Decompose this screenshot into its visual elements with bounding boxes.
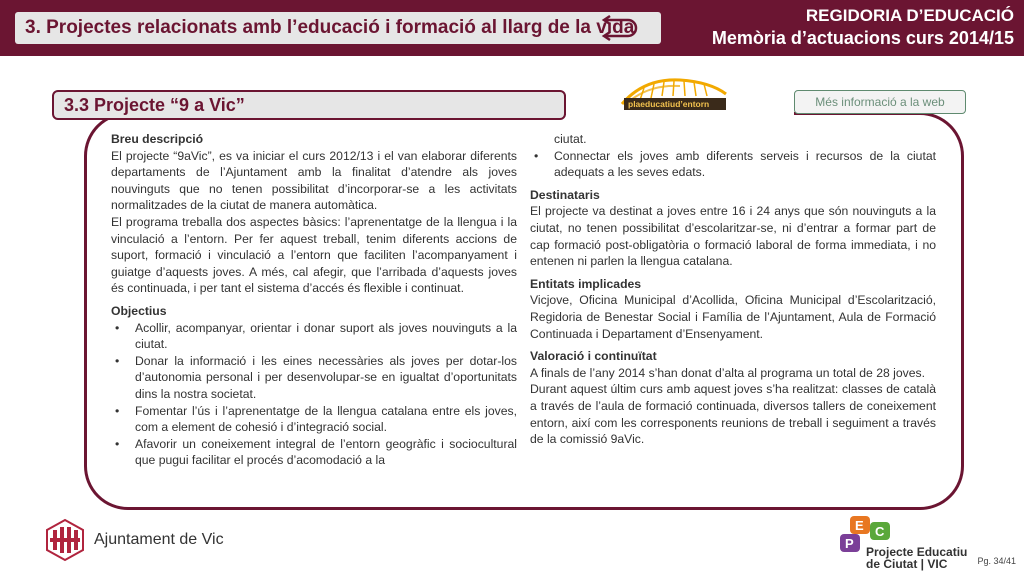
header-band bbox=[0, 0, 1024, 56]
objectius-list bbox=[111, 320, 517, 469]
objectiu-item: • Connectar els joves amb diferents serveis i recursos de la ciutat adequats a les seves edats. bbox=[530, 148, 936, 181]
objectiu-item: • Fomentar l’ús i l’aprenentatge de la llengua catalana entre els joves, com a element de cohesió i d’integració social. bbox=[111, 403, 517, 436]
ajuntament-vic-logo bbox=[44, 516, 244, 564]
ajuntament-name: Ajuntament de Vic bbox=[94, 531, 224, 548]
entitats-text: Vicjove, Oficina Municipal d’Acollida, Oficina Municipal d’Escolarització, Regidoria de Benestar Social i Família de l’Ajuntament, Aula de Formació Continuada i Departament d’Ensenyament. bbox=[530, 293, 936, 341]
vic-shield-icon bbox=[44, 518, 86, 562]
pec-line1: Projecte Educatiu bbox=[866, 545, 968, 559]
return-arrow-icon[interactable] bbox=[596, 14, 644, 42]
pec-letter-c: C bbox=[875, 524, 885, 539]
pec-line2: de Ciutat | VIC bbox=[866, 557, 948, 571]
objectiu-item: • Afavorir un coneixement integral de l’entorn geogràfic i sociocultural que pugui facilitar el procés d’acomodació a la bbox=[111, 436, 517, 469]
web-link-button[interactable]: Més informació a la web bbox=[794, 90, 966, 114]
objectius-list-cont bbox=[530, 148, 936, 181]
pla-educatiu-logo bbox=[614, 74, 730, 118]
entitats-heading: Entitats implicades bbox=[530, 276, 642, 291]
pec-letter-p: P bbox=[845, 536, 854, 551]
breu-paragraph-2: El programa treballa dos aspectes bàsics: l’aprenentatge de la llengua i la vinculació a l’entorn. Per fer aquest treball, tenim diferents accions de suport, formació i vinculació a l’entorn que faciliten l’acompanyament i guiatge d’aquests joves. A més, cal afegir, que l’arribada d’aquests joves és continuada, i per tant el sistema d’accés és flexible i continuat. bbox=[111, 214, 517, 296]
objectiu-continuation: ciutat. bbox=[554, 132, 587, 146]
valoracio-paragraph-1: A finals de l’any 2014 s’han donat d’alta al programa un total de 28 joves. bbox=[530, 365, 926, 380]
pla-logo-text: plaeducatiud’entorn bbox=[628, 99, 710, 109]
page-title-text: 3. Projectes relacionats amb l’educació i formació al llarg de la vida bbox=[25, 17, 635, 38]
valoracio-paragraph-2: Durant aquest últim curs amb aquest joves s’ha realitzat: classes de català a través de l’aula de formació continuada, diversos tallers de coneixement entorn, així com les corresponents reunions de treball i seguiment a través de la comissió 9aVic. bbox=[530, 382, 936, 447]
objectius-heading: Objectius bbox=[111, 303, 167, 318]
section-title-text: 3.3 Projecte “9 a Vic” bbox=[64, 94, 245, 115]
regidoria-heading bbox=[712, 5, 1014, 49]
page-number: Pg. 34/41 bbox=[977, 556, 1016, 566]
page-title bbox=[15, 12, 661, 44]
breu-paragraph-1: El projecte “9aVic”, es va iniciar el curs 2012/13 i el van elaborar diferents departaments de l’Ajuntament amb la finalitat d’atendre als joves nouvinguts que no tenen possibilitat d’incorporar-se a les activitats normalitzades de la ciutat de manera automàtica. bbox=[111, 148, 517, 213]
section-title bbox=[52, 90, 566, 120]
left-column bbox=[111, 131, 517, 469]
regidoria-line2: Memòria d’actuacions curs 2014/15 bbox=[711, 28, 1014, 48]
regidoria-line1: REGIDORIA D’EDUCACIÓ bbox=[805, 6, 1014, 25]
destinataris-heading: Destinataris bbox=[530, 187, 600, 202]
valoracio-heading: Valoració i continuïtat bbox=[530, 349, 657, 364]
pec-name bbox=[866, 546, 967, 570]
objectiu-item: • Donar la informació i les eines necessàries als joves per dotar-los d’autonomia personal i per desenvolupar-se en igualtat d’oportunitats dins la nostra societat. bbox=[111, 353, 517, 403]
right-column bbox=[530, 131, 936, 448]
breu-heading: Breu descripció bbox=[111, 132, 204, 146]
objectiu-item: • Acollir, acompanyar, orientar i donar suport als joves nouvinguts a la ciutat. bbox=[111, 320, 517, 353]
pec-letter-e: E bbox=[855, 518, 864, 533]
destinataris-text: El projecte va destinat a joves entre 16 i 24 anys que són nouvinguts a la ciutat, no tenen possibilitat d’escolaritzar-se, ni d’entrar a formar part de cap formació post-obligatòria o formació laboral de forma immediata, i no entenen ni parlen la llengua catalana. bbox=[530, 204, 936, 269]
